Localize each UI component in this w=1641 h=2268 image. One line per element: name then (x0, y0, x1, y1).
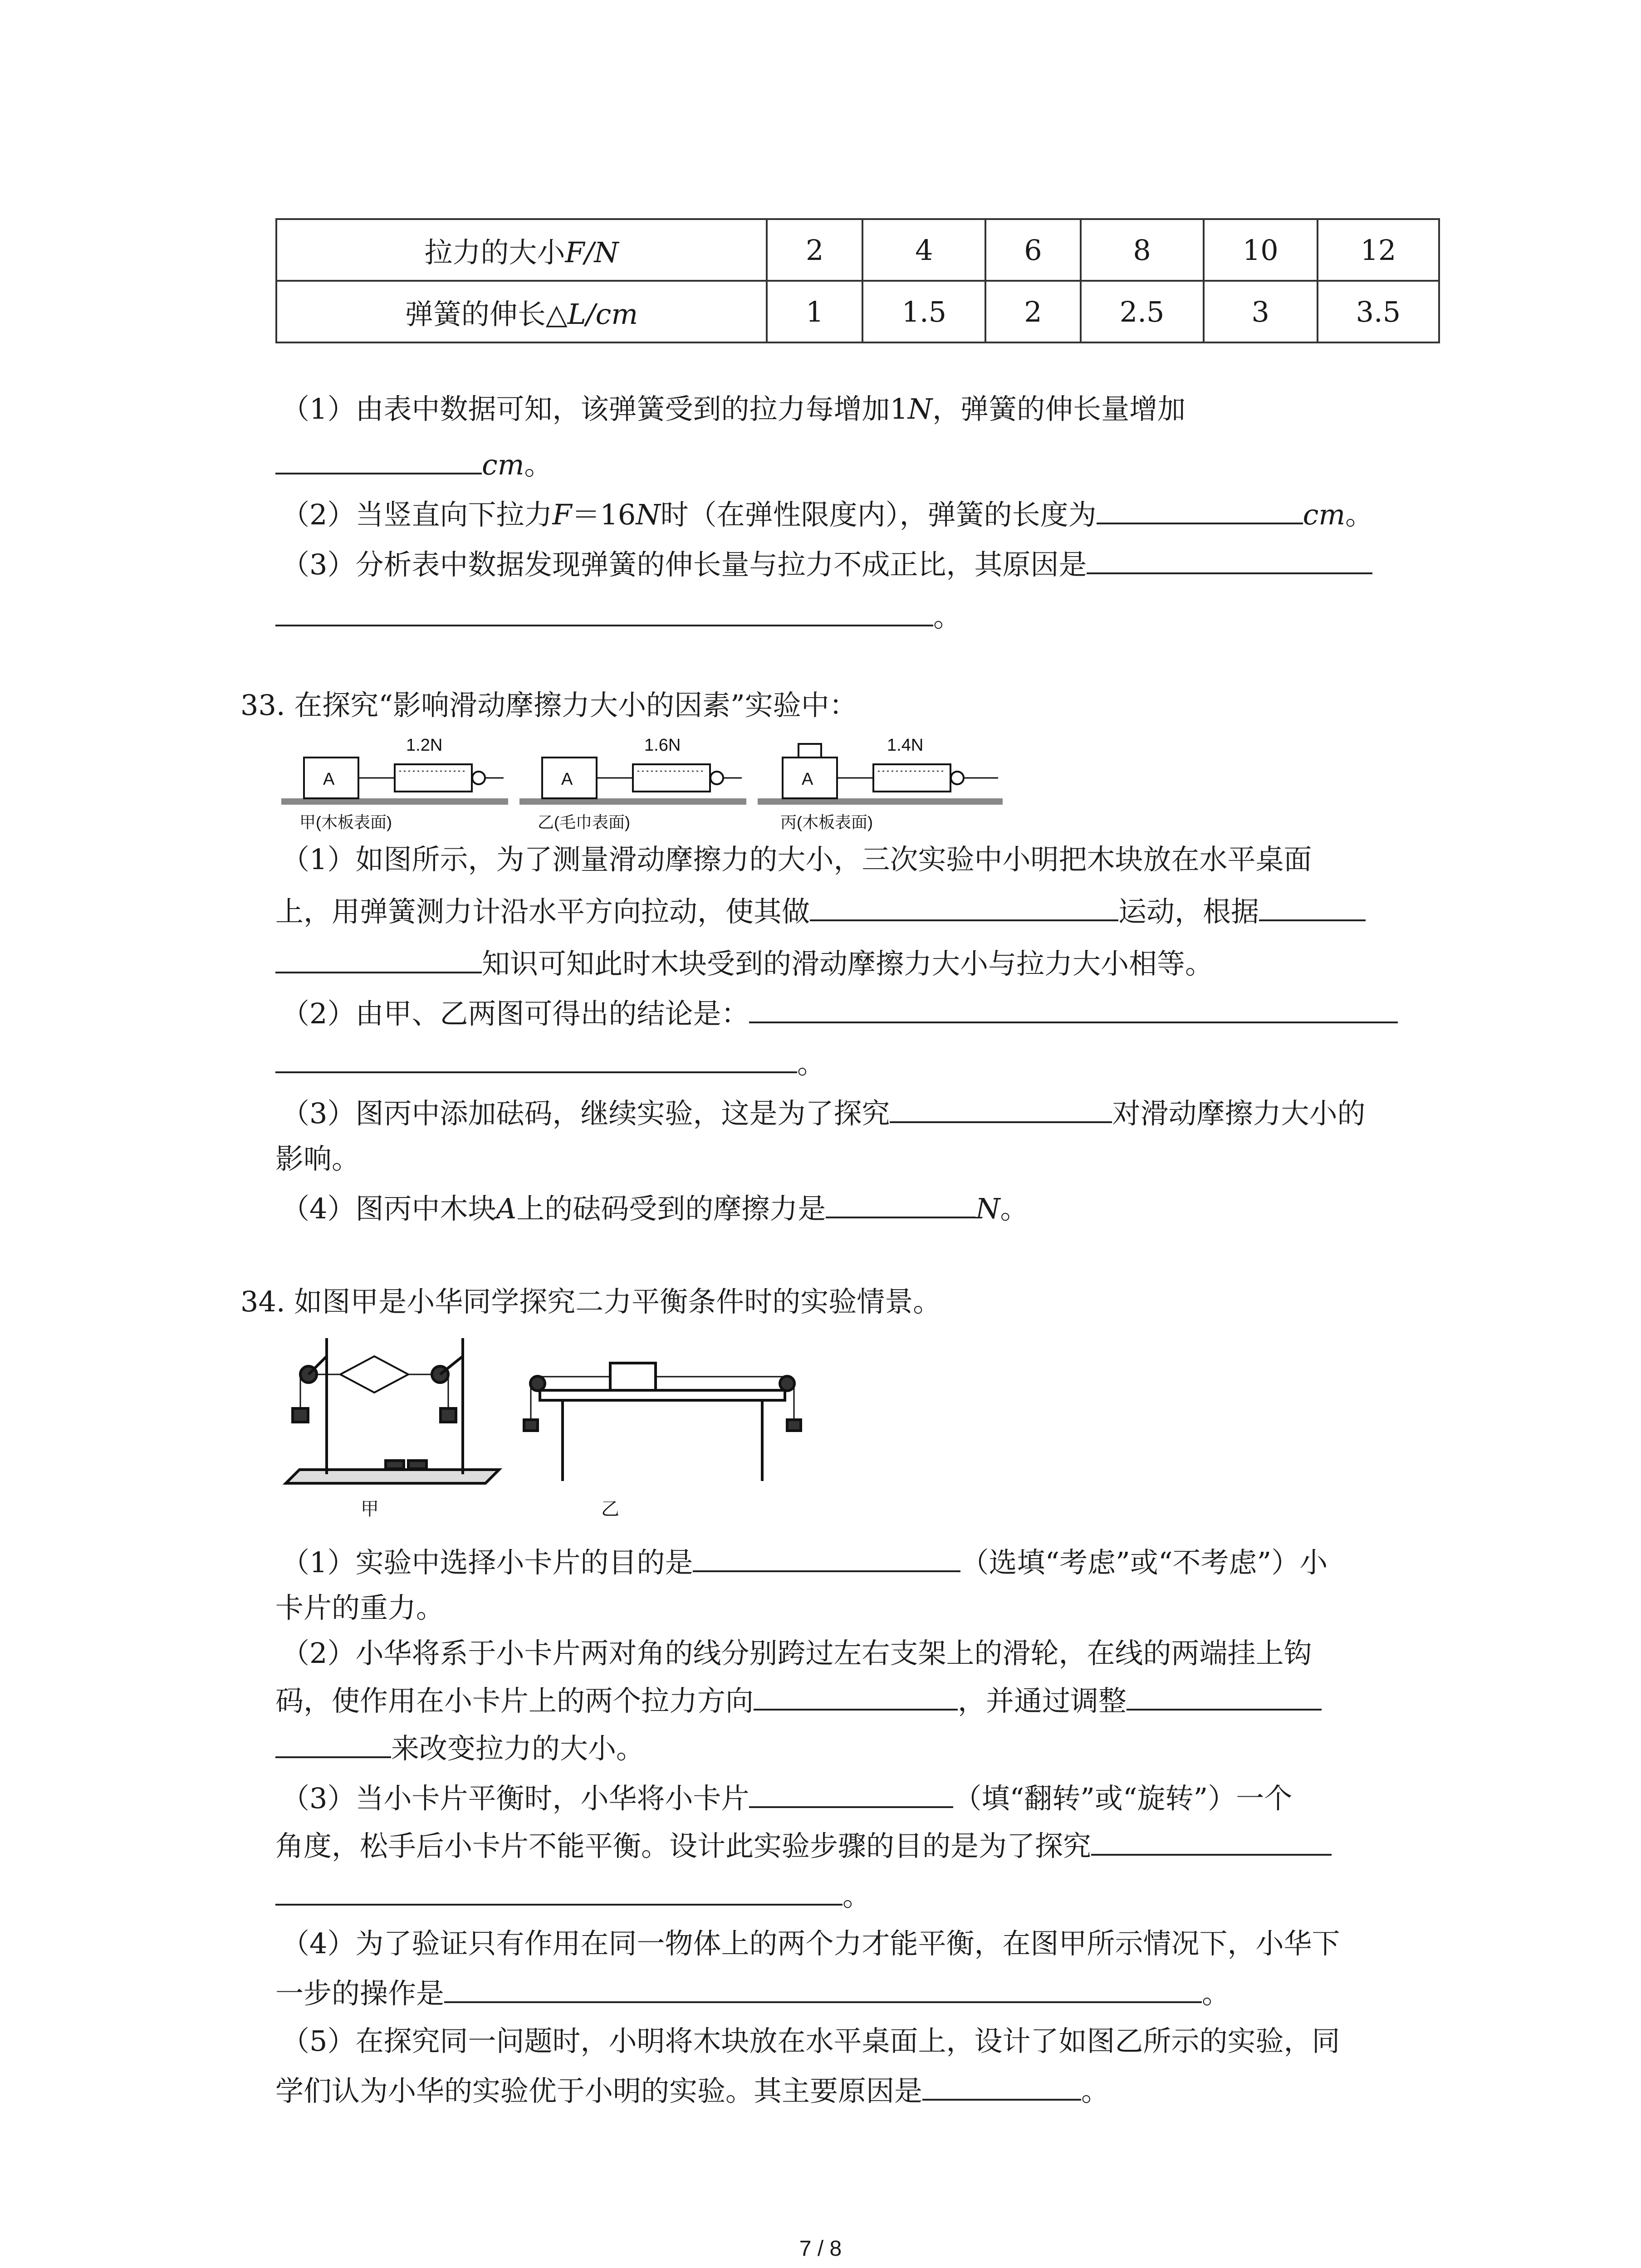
text: 对滑动摩擦力大小的 (1112, 1097, 1366, 1130)
text: 。 (933, 600, 962, 633)
right-pulley (780, 1376, 794, 1391)
answer-blank[interactable] (1259, 891, 1366, 921)
row-unit: L/cm (567, 297, 638, 331)
text: （2）当竖直向下拉力 (281, 498, 553, 531)
text: （1）实验中选择小卡片的目的是 (281, 1546, 693, 1579)
q33-part2 (281, 993, 1398, 1032)
q33-title: 33. 在探究“影响滑动摩擦力大小的因素”实验中： (240, 689, 857, 722)
q33-part3-line2: 影响。 (275, 1142, 360, 1175)
unit: cm (482, 448, 524, 481)
answer-blank[interactable] (444, 1973, 1202, 2003)
left-pulley (530, 1376, 545, 1391)
text: 一步的操作是 (275, 1977, 445, 2010)
q34-part3-line2 (275, 1826, 1332, 1864)
q34-part2-line3 (275, 1728, 644, 1767)
text: 码，使作用在小卡片上的两个拉力方向 (275, 1684, 754, 1717)
table-cell: 1 (767, 281, 862, 342)
row-header (276, 219, 767, 281)
balance-experiment-figure (272, 1329, 808, 1524)
table-cell: 3.5 (1318, 281, 1439, 342)
q32-part1 (281, 391, 1185, 427)
q34-part2-line2 (275, 1681, 1322, 1719)
table-cell: 2 (985, 281, 1080, 342)
data-table (275, 218, 1440, 343)
caption: 乙(毛巾表面) (538, 813, 630, 831)
text: 上，用弹簧测力计沿水平方向拉动，使其做 (275, 895, 810, 928)
text: 运动，根据 (1118, 895, 1259, 928)
answer-blank[interactable] (1087, 544, 1372, 574)
table-cell: 1.5 (862, 281, 985, 342)
table-cell: 4 (862, 219, 985, 281)
table-cell: 2.5 (1081, 281, 1204, 342)
text: ，并通过调整 (958, 1684, 1127, 1717)
answer-blank[interactable] (275, 943, 482, 973)
q34-part5-line2 (275, 2071, 1109, 2109)
spring-scale (395, 764, 472, 792)
text: （填“翻转”或“旋转”）一个 (953, 1782, 1293, 1815)
answer-blank[interactable] (275, 1876, 843, 1906)
unit: N (975, 1192, 1000, 1225)
board (281, 798, 508, 805)
row-label: 弹簧的伸长△ (405, 297, 568, 331)
table-cell: 2 (767, 219, 862, 281)
unit: N (636, 498, 661, 531)
block-label: A (561, 770, 573, 789)
text: 。 (524, 448, 553, 481)
text: （1）由表中数据可知，该弹簧受到的拉力每增加1 (281, 392, 908, 425)
figure-label: 甲 (361, 1499, 379, 1519)
text: 上的砝码受到的摩擦力是 (516, 1192, 826, 1225)
q34-part1-line2: 卡片的重力。 (275, 1591, 445, 1624)
answer-blank[interactable] (275, 1043, 797, 1073)
caption: 丙(木板表面) (780, 813, 873, 831)
row-label: 拉力的大小 (424, 235, 565, 269)
table-row (276, 219, 1439, 281)
q33-part3 (281, 1093, 1365, 1132)
setup-bing (758, 736, 1003, 831)
var: F (552, 498, 572, 531)
table-row (276, 281, 1439, 342)
text: 。 (1000, 1192, 1029, 1225)
block-label: A (802, 770, 813, 789)
table-cell: 3 (1204, 281, 1318, 342)
unit: cm (1303, 498, 1346, 531)
weight (798, 744, 821, 758)
hook-weight (441, 1408, 456, 1422)
answer-blank[interactable] (1127, 1681, 1322, 1711)
setup-jia (281, 736, 508, 831)
reading-label: 1.4N (887, 736, 924, 755)
text: （4）图丙中木块 (281, 1192, 496, 1225)
answer-blank[interactable] (922, 2071, 1081, 2101)
q34-part4-line2 (275, 1973, 1230, 2012)
block-label: A (323, 770, 335, 789)
row-unit: F/N (565, 235, 619, 269)
answer-blank[interactable] (749, 1778, 953, 1808)
text: （2）由甲、乙两图可得出的结论是： (281, 997, 749, 1030)
var: A (496, 1192, 517, 1225)
text: 时（在弹性限度内），弹簧的长度为 (660, 498, 1097, 531)
q33-part1-line2 (275, 891, 1366, 930)
q33-part1: （1）如图所示，为了测量滑动摩擦力的大小，三次实验中小明把木块放在水平桌面 (281, 843, 1312, 876)
text: 知识可知此时木块受到的滑动摩擦力大小与拉力大小相等。 (482, 947, 1214, 980)
text: ，弹簧的伸长量增加 (932, 392, 1186, 425)
answer-blank[interactable] (810, 891, 1118, 921)
reading-label: 1.6N (644, 736, 681, 755)
table-top (540, 1390, 785, 1400)
base-plate (286, 1470, 499, 1483)
q33-part4 (281, 1188, 1029, 1227)
q32-part1-line2 (275, 445, 553, 483)
setup-yi (519, 736, 746, 831)
figure-label: 乙 (601, 1499, 619, 1519)
answer-blank[interactable] (275, 1728, 391, 1758)
table-cell: 6 (985, 219, 1080, 281)
page-number: 7 / 8 (799, 2237, 842, 2261)
answer-blank[interactable] (275, 596, 933, 626)
caption: 甲(木板表面) (299, 813, 392, 831)
text: 来改变拉力的大小。 (391, 1732, 645, 1765)
friction-experiment-figure (272, 730, 1021, 839)
reading-label: 1.2N (406, 736, 443, 755)
q34-part4: （4）为了验证只有作用在同一物体上的两个力才能平衡，在图甲所示情况下，小华下 (281, 1927, 1340, 1960)
row-header (276, 281, 767, 342)
answer-blank[interactable] (1091, 1826, 1332, 1856)
text: 。 (1345, 498, 1374, 531)
text: 。 (1202, 1977, 1230, 2010)
answer-blank[interactable] (1097, 494, 1303, 524)
text: 。 (1081, 2074, 1110, 2107)
text: 角度，松手后小卡片不能平衡。设计此实验步骤的目的是为了探究 (275, 1829, 1092, 1862)
q34-part1 (281, 1542, 1327, 1581)
text: 。 (843, 1879, 871, 1912)
q32-part3 (281, 544, 1372, 583)
answer-blank[interactable] (826, 1188, 975, 1218)
text: 。 (797, 1047, 826, 1080)
q34-title: 34. 如图甲是小华同学探究二力平衡条件时的实验情景。 (240, 1285, 941, 1318)
answer-blank[interactable] (275, 445, 482, 474)
small-card (340, 1356, 408, 1393)
answer-blank[interactable] (749, 993, 1398, 1023)
q33-part2-line2 (275, 1043, 825, 1082)
text: ＝16 (572, 498, 636, 531)
answer-blank[interactable] (890, 1093, 1112, 1123)
table-cell: 8 (1081, 219, 1204, 281)
text: 学们认为小华的实验优于小明的实验。其主要原因是 (275, 2074, 923, 2107)
q32-part3-line2 (275, 596, 961, 635)
wood-block (610, 1363, 656, 1390)
text: （3）分析表中数据发现弹簧的伸长量与拉力不成正比，其原因是 (281, 548, 1087, 581)
q34-part3-line3 (275, 1876, 871, 1914)
q32-part2 (281, 494, 1373, 533)
q34-part2: （2）小华将系于小卡片两对角的线分别跨过左右支架上的滑轮，在线的两端挂上钩 (281, 1637, 1312, 1670)
answer-blank[interactable] (693, 1542, 960, 1572)
q34-part3 (281, 1778, 1292, 1817)
q33-part1-line3 (275, 943, 1213, 982)
answer-blank[interactable] (754, 1681, 958, 1711)
table-cell: 10 (1204, 219, 1318, 281)
unit: N (907, 392, 933, 425)
q34-part5: （5）在探究同一问题时，小明将木块放在水平桌面上，设计了如图乙所示的实验，同 (281, 2024, 1340, 2058)
text: （3）当小卡片平衡时，小华将小卡片 (281, 1782, 749, 1815)
table-cell: 12 (1318, 219, 1439, 281)
text: （3）图丙中添加砝码，继续实验，这是为了探究 (281, 1097, 890, 1130)
text: （选填“考虑”或“不考虑”）小 (960, 1546, 1328, 1579)
hook-weight (293, 1408, 308, 1422)
